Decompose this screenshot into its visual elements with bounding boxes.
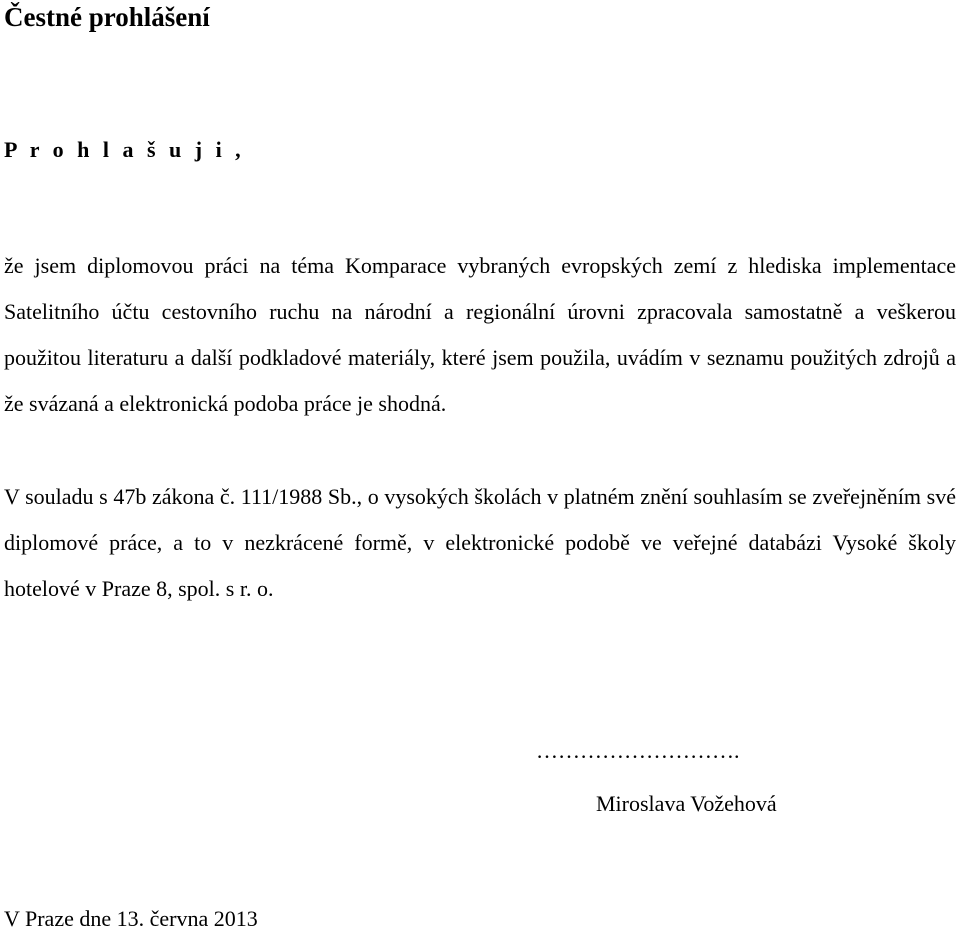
declaration-paragraph: že jsem diplomovou práci na téma Komparace vybraných evropských zemí z hlediska implementace Satelitního účtu cestovního ruchu na národní a regionální úrovni zpracovala samostatně a veškerou použitou literaturu a další podkladové materiály, které jsem použila, uvádím v seznamu použitých zdrojů a že svázaná a elektronická podoba práce je shodná.	[4, 253, 956, 416]
consent-paragraph: V souladu s 47b zákona č. 111/1988 Sb., o vysokých školách v platném znění souhlasím se zveřejněním své diplomové práce, a to v nezkrácené formě, v elektronické podobě ve veřejné databázi Vysoké školy hotelové v Praze 8, spol. s r. o.	[4, 484, 956, 601]
signature-name: Miroslava Vožehová	[596, 791, 777, 816]
place-and-date: V Praze dne 13. června 2013	[4, 906, 258, 931]
signature-line: ……………………….	[536, 738, 740, 763]
declaration-heading: P r o h l a š u j i ,	[4, 137, 245, 162]
document-title: Čestné prohlášení	[4, 2, 210, 32]
